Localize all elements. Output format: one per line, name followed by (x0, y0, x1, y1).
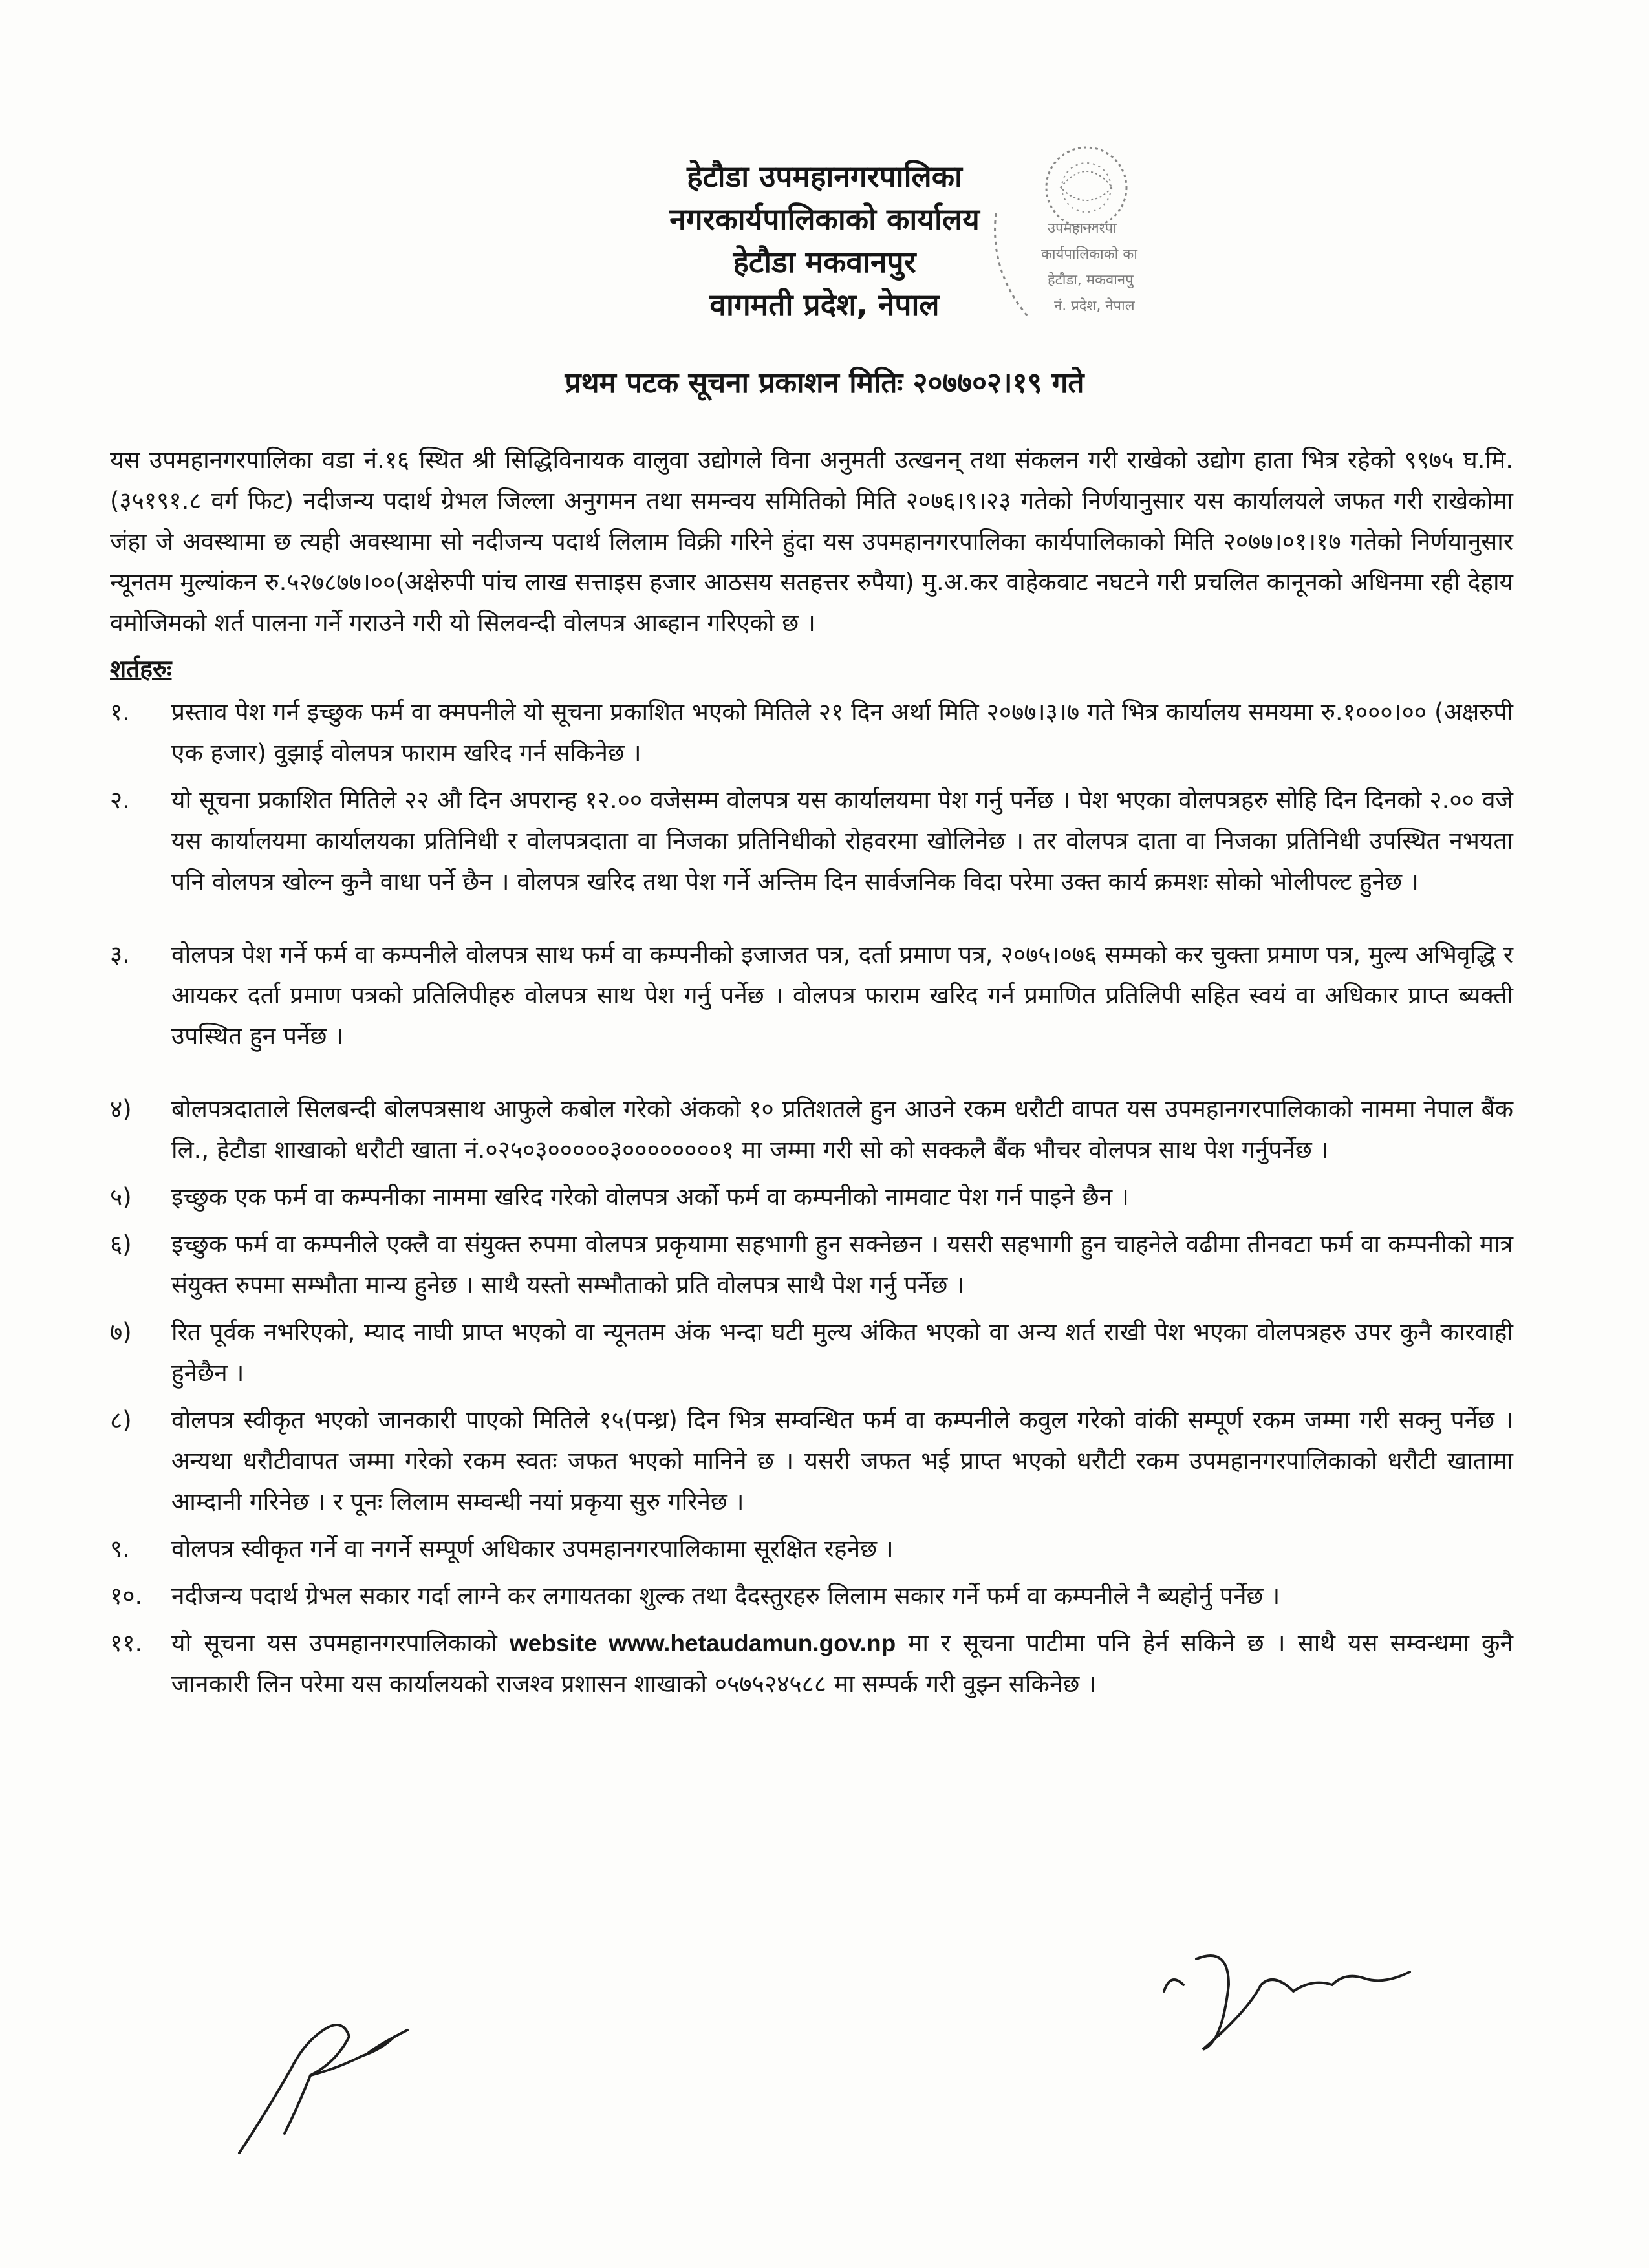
stamp-text-4: नं. प्रदेश, नेपाल (1054, 298, 1135, 314)
term-number: १०. (110, 1582, 143, 1610)
stamp-text-3: हेटौडा, मकवानपु (1048, 272, 1134, 288)
term-item (110, 1528, 1513, 1569)
term-number: ३. (110, 941, 131, 968)
term-number: ९. (110, 1535, 131, 1563)
term-item (110, 1089, 1513, 1170)
stamp-text-2: कार्यपालिकाको का (1041, 246, 1137, 262)
office-province: वागमती प्रदेश, नेपाल (709, 287, 940, 322)
signature-icon (1151, 1933, 1423, 2062)
term-item (110, 1177, 1513, 1217)
term-item (110, 780, 1513, 902)
term-text-after: मा र सूचना पाटीमा पनि हेर्न सकिने छ । साथै यस सम्वन्धमा कुनै जानकारी लिन परेमा यस कार्यालयको राजश्व प्रशासन शाखाको ०५७५२४५८८ मा सम्पर्क गरी वुझ्न सकिनेछ । (171, 1629, 1513, 1698)
municipality-name: हेटौडा उपमहानगरपालिका (687, 159, 962, 194)
term-number: २. (110, 786, 131, 814)
term-number: ११. (110, 1629, 143, 1657)
term-number: ७) (110, 1318, 132, 1346)
notice-publication-date: प्रथम पटक सूचना प्रकाशन मितिः २०७७०२।१९ गते (565, 367, 1084, 400)
signature-icon (213, 1991, 433, 2166)
stamp-text-1: उपमहानगरपा (1048, 220, 1117, 237)
term-item (110, 1400, 1513, 1522)
term-text: प्रस्ताव पेश गर्न इच्छुक फर्म वा क्मपनीले यो सूचना प्रकाशित भएको मितिले २१ दिन अर्था मिति २०७७।३।७ गते भित्र कार्यालय समयमा रु.१०००।०० (अक्षरुपी एक हजार) वुझाई वोलपत्र फाराम खरिद गर्न सकिनेछ । (171, 698, 1513, 767)
term-item (110, 1224, 1513, 1305)
term-text: यो सूचना प्रकाशित मितिले २२ औ दिन अपरान्ह १२.०० वजेसम्म वोलपत्र यस कार्यालयमा पेश गर्नु पर्नेछ । पेश भएका वोलपत्रहरु सोहि दिन दिनको २.०० वजे यस कार्यालयमा कार्यालयका प्रतिनिधी र वोलपत्रदाता वा निजका प्रतिनिधीको रोहवरमा खोलिनेछ । तर वोलपत्र दाता वा निजका प्रतिनिधी उपस्थित नभयता पनि वोलपत्र खोल्न कुनै वाधा पर्ने छैन । वोलपत्र खरिद तथा पेश गर्ने अन्तिम दिन सार्वजनिक विदा परेमा उक्त कार्य क्रमशः सोको भोलीपल्ट हुनेछ । (171, 786, 1513, 895)
term-text: बोलपत्रदाताले सिलबन्दी बोलपत्रसाथ आफुले कबोल गरेको अंकको १० प्रतिशतले हुन आउने रकम धरौटी वापत यस उपमहानगरपालिकाको नाममा नेपाल बैंक लि., हेटौडा शाखाको धरौटी खाता नं.०२५०३०००००३००००००००१ मा जम्मा गरी सो को सक्कलै बैंक भौचर वोलपत्र साथ पेश गर्नुपर्नेछ । (171, 1095, 1513, 1164)
term-item (110, 1312, 1513, 1393)
intro-paragraph: यस उपमहानगरपालिका वडा नं.१६ स्थित श्री सिद्धिविनायक वालुवा उद्योगले विना अनुमती उत्खनन् तथा संकलन गरी राखेको उद्योग हाता भित्र रहेको ९९७५ घ.मि.(३५१९१.८ वर्ग फिट) नदीजन्य पदार्थ ग्रेभल जिल्ला अनुगमन तथा समन्वय समितिको मिति २०७६।९।२३ गतेको निर्णयानुसार यस कार्यालयले जफत गरी राखेकोमा जंहा जे अवस्थामा छ त्यही अवस्थामा सो नदीजन्य पदार्थ लिलाम विक्री गरिने हुंदा यस उपमहानगरपालिका कार्यपालिकाको मिति २०७७।०१।१७ गतेको निर्णयानुसार न्यूनतम मुल्यांकन रु.५२७८७७।००(अक्षेरुपी पांच लाख सत्ताइस हजार आठसय सतहत्तर रुपैया) मु.अ.कर वाहेकवाट नघटने गरी प्रचलित कानूनको अधिनमा रही देहाय वमोजिमको शर्त पालना गर्ने गराउने गरी यो सिलवन्दी वोलपत्र आब्हान गरिएको छ । (110, 446, 1513, 637)
term-text (171, 1623, 1513, 1704)
office-stamp-icon (976, 129, 1209, 343)
term-text: नदीजन्य पदार्थ ग्रेभल सकार गर्दा लाग्ने कर लगायतका शुल्क तथा दैदस्तुरहरु लिलाम सकार गर्ने फर्म वा कम्पनीले नै ब्यहोर्नु पर्नेछ । (171, 1582, 1280, 1610)
office-name: नगरकार्यपालिकाको कार्यालय (669, 202, 980, 237)
term-item (110, 1576, 1513, 1616)
term-item (110, 692, 1513, 773)
term-item (110, 934, 1513, 1056)
term-number: १. (110, 698, 131, 726)
term-number: ५) (110, 1183, 132, 1211)
term-text: वोलपत्र पेश गर्ने फर्म वा कम्पनीले वोलपत्र साथ फर्म वा कम्पनीको इजाजत पत्र, दर्ता प्रमाण पत्र, २०७५।०७६ सम्मको कर चुक्ता प्रमाण पत्र, मुल्य अभिवृद्धि र आयकर दर्ता प्रमाण पत्रको प्रतिलिपीहरु वोलपत्र साथ पेश गर्नु पर्नेछ । वोलपत्र फाराम खरिद गर्न प्रमाणित प्रतिलिपी सहित स्वयं वा अधिकार प्राप्त ब्यक्ती उपस्थित हुन पर्नेछ । (171, 941, 1513, 1050)
term-text: रित पूर्वक नभरिएको, म्याद नाघी प्राप्त भएको वा न्यूनतम अंक भन्दा घटी मुल्य अंकित भएको वा अन्य शर्त राखी पेश भएका वोलपत्रहरु उपर कुनै कारवाही हुनेछैन । (171, 1318, 1513, 1387)
term-number: ८) (110, 1406, 132, 1434)
website-link[interactable]: website www.hetaudamun.gov.np (509, 1630, 896, 1656)
term-text-before: यो सूचना यस उपमहानगरपालिकाको (171, 1629, 497, 1657)
term-text: इच्छुक फर्म वा कम्पनीले एक्लै वा संयुक्त रुपमा वोलपत्र प्रकृयामा सहभागी हुन सक्नेछन । यसरी सहभागी हुन चाहनेले वढीमा तीनवटा फर्म वा कम्पनीको मात्र संयुक्त रुपमा सम्भौता मान्य हुनेछ । साथै यस्तो सम्भौताको प्रति वोलपत्र साथै पेश गर्नु पर्नेछ । (171, 1230, 1513, 1299)
term-number: ६) (110, 1230, 132, 1258)
office-header (0, 155, 1649, 326)
term-item (110, 1623, 1513, 1704)
term-text: वोलपत्र स्वीकृत भएको जानकारी पाएको मितिले १५(पन्ध्र) दिन भित्र सम्वन्धित फर्म वा कम्पनीले कवुल गरेको वांकी सम्पूर्ण रकम जम्मा गरी सक्नु पर्नेछ । अन्यथा धरौटीवापत जम्मा गरेको रकम स्वतः जफत भएको मानिने छ । यसरी जफत भई प्राप्त भएको धरौटी रकम उपमहानगरपालिकाको धरौटी खातामा आम्दानी गरिनेछ । र पूनः लिलाम सम्वन्धी नयां प्रकृया सुरु गरिनेछ । (171, 1406, 1513, 1515)
term-text: इच्छुक एक फर्म वा कम्पनीका नाममा खरिद गरेको वोलपत्र अर्को फर्म वा कम्पनीको नामवाट पेश गर्न पाइने छैन । (171, 1183, 1129, 1211)
terms-heading: शर्तहरुः (110, 655, 172, 683)
term-text: वोलपत्र स्वीकृत गर्ने वा नगर्ने सम्पूर्ण अधिकार उपमहानगरपालिकामा सूरक्षित रहनेछ । (171, 1535, 894, 1563)
office-location: हेटौडा मकवानपुर (733, 244, 916, 279)
term-number: ४) (110, 1095, 132, 1123)
terms-list (110, 692, 1513, 1704)
notice-body (110, 440, 1513, 1711)
